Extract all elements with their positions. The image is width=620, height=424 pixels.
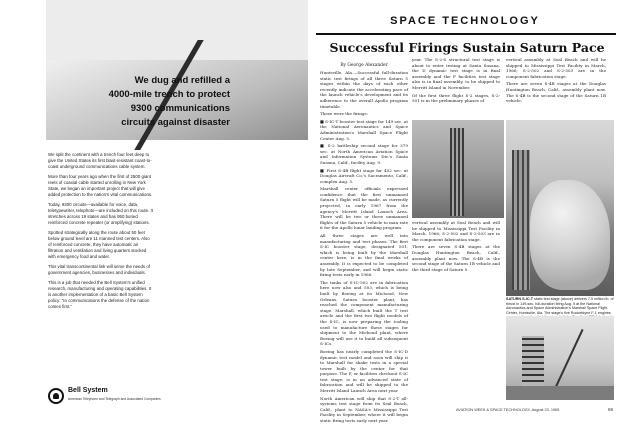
test-tower [512, 150, 530, 290]
bell-brand-subtitle: American Telephone and Telegraph and Associated Companies [68, 397, 161, 401]
section-header: SPACE TECHNOLOGY [390, 15, 540, 27]
bell-logo-icon [48, 388, 64, 404]
ad-paragraph: More than four years ago when the first of 2500 giant reels of coaxial cable started unrolling in New York State, we began an important project that will give added protection to the nation's vital communications. [48, 174, 153, 197]
article-paragraph: These were the firings: [320, 111, 368, 117]
article-paragraph: The tanks of S-IC-502 are in fabrication here now also and 503, which is being built by Boeing at its Michoud, New Orleans, Saturn booster plant, has reached the component manufacturing stage. Marshall, which built the T test article and the first two flight models of the S-IC, is now preparing the tooling used to manufacture these stages for shipment to the Michoud plant, where Boeing will use it to build all subsequent S-ICs. [320, 279, 408, 347]
ad-headline [40, 74, 230, 130]
article-paragraph: Boeing has nearly completed the S-IC-D dynamic test model and soon will ship it to Marshall for shake tests in a special tower built by the center for that purpose. The F, or facilities checkout S-IC test stage, is in an advanced state of fabrication and will be shipped to the Merritt Island Launch Area next year. [320, 348, 408, 394]
ad-headline-line: 4000-mile trench to protect [108, 89, 230, 100]
article-paragraph: ■ S-IC-T booster test stage for 149 sec. at the National Aeronautics and Space Administration's Marshall Space Flight Center Aug. 5. [320, 118, 409, 141]
article-column-2 [412, 57, 500, 117]
article-paragraph: Of the first three flight S-2 stages, S-2-501 is in the preliminary phases of [412, 92, 500, 104]
article-page [316, 0, 620, 424]
s4b-stage-photo [506, 316, 614, 400]
ad-paragraph: Spotted strategically along the route about 50 feet below ground level are 11 manned test centers. Also of reinforced concrete, they have automatic air filtration and ventilation and living quarters stocked with emergency food and water. [48, 230, 150, 259]
article-paragraph: There are seven S-4B stages at the Douglas Huntington Beach, Calif., assembly plant now. The S-4B is the second stage of the Saturn 1B vehicle and the third stage of Saturn 5. [412, 244, 500, 272]
article-headline: Successful Firings Sustain Saturn Pace [329, 40, 605, 55]
ad-paragraph: This is a job that needed the Bell System's unified research, manufacturing and operating capabilities. It is another implementation of a basic Bell System policy: "In communications the defense of the nation comes first." [48, 280, 152, 309]
article-paragraph: year. The S-2-S structural test stage is about to enter testing at Santa Susana, the D dynamic test stage is in final assembly and the F facilities test stage also is in final assembly, to be shipped to Merritt Island in November. [412, 57, 500, 90]
ad-paragraph: Today, 9300 circuits—available for voice, data, teletypewriter, telephoto—are included on this route. It stretches across 19 states and has 950 buried reinforced concrete repeater (or amplifying) stations. [48, 202, 153, 225]
saturn-firing-photo [506, 120, 614, 296]
bell-system-ad [0, 0, 310, 420]
ad-headline-line: 9300 communications [130, 103, 230, 114]
article-paragraph: North American will ship that S-2-T all-systems test stage from its Seal Beach, Calif., plant to NASA's Mississippi Test Facility in September, where it will begin static firing tests early next year. [320, 395, 408, 424]
article-paragraph: ■ First S-4B flight stage for 452 sec. at Douglas Aircraft Co.'s Sacramento, Calif., complex Aug. 5. [320, 167, 408, 184]
exhaust-plume [530, 180, 610, 290]
article-column-3 [506, 57, 606, 115]
article-column-1 [320, 70, 409, 424]
bell-brand-name: Bell System [68, 387, 108, 394]
article-paragraph: ■ S-2 battleship second stage for 379 sec. at North American Aviation Space and Information Systems Div.'s Santa Susana, Calif., facility Aug. 9. [320, 143, 408, 165]
caption-lead: SATURN S-IC-T [506, 297, 533, 301]
article-paragraph: There are seven S-4B stages at the Douglas Huntington Beach, Calif., assembly plant now. The S-4B is the second stage of the Saturn 1B vehicle. [506, 81, 606, 104]
article-paragraph: vertical assembly at Seal Beach and will be shipped to Mississippi Test Facility in March, 1966; S-2-502 and S-2-503 are in the component fabrication stage. [412, 220, 500, 242]
test-stand [450, 128, 464, 216]
page-footer: AVIATION WEEK & SPACE TECHNOLOGY, August 23, 1965 [456, 408, 560, 412]
ad-body-copy [48, 152, 154, 314]
ad-paragraph: We split the continent with a trench four feet deep to give the United States its first blast-resistant coast-to-coast underground communications cable system. [48, 152, 152, 169]
article-paragraph: vertical assembly at Seal Beach and will be shipped to Mississippi Test Facility in March, 1966; S-2-502 and S-2-503 are in the component fabrication stage. [506, 57, 606, 79]
bell-system-signature [48, 386, 168, 412]
photo-sky [46, 0, 308, 60]
caption-text: static test stage (above) delivers 7.5 million lb. of thrust in 149-sec. full-duration firing Aug. 5 at the National Aeronautics and Space Administration's Marshall Space Flight Center, Huntsville, Ala. The stage's five Rocketdyne F-1 engines [506, 297, 614, 315]
firing-photo-left [412, 120, 504, 218]
page-number: 69 [608, 407, 614, 412]
section-rule [316, 33, 616, 35]
article-paragraph: All three stages are well into manufacturing and test phases. The first S-IC booster stage, designated 501, which is being built by the Marshall center here, is in the final weeks of assembly. It is expected to be completed by late September, and will begin static firing tests early in 1966. [320, 233, 408, 278]
article-column-2-continued [412, 220, 500, 400]
article-paragraph: Marshall center officials expressed confidence that the first unmanned Saturn 5 flight will be made, as currently projected, in early 1967 from the agency's Merritt Island Launch Area. There will be two or three unmanned flights of the Saturn 5 vehicle to man rate it for the Apollo lunar landing program. [320, 186, 408, 231]
article-paragraph: Huntsville, Ala.—Successful full-duration static test firings of all three Saturn 5 stages within the days of each other recently indicate the accelerating pace of the launch vehicle's development and its adherence to the overall Apollo program timetable. [320, 70, 408, 109]
article-byline: By George Alexander [340, 63, 388, 68]
ad-paragraph: This vital transcontinental link will serve the needs of government agencies, businesses and individuals. [48, 264, 151, 275]
ad-headline-line: We dug and refilled a [134, 75, 230, 86]
photo-ground [506, 386, 614, 400]
ad-headline-line: circuits against disaster [121, 117, 230, 128]
